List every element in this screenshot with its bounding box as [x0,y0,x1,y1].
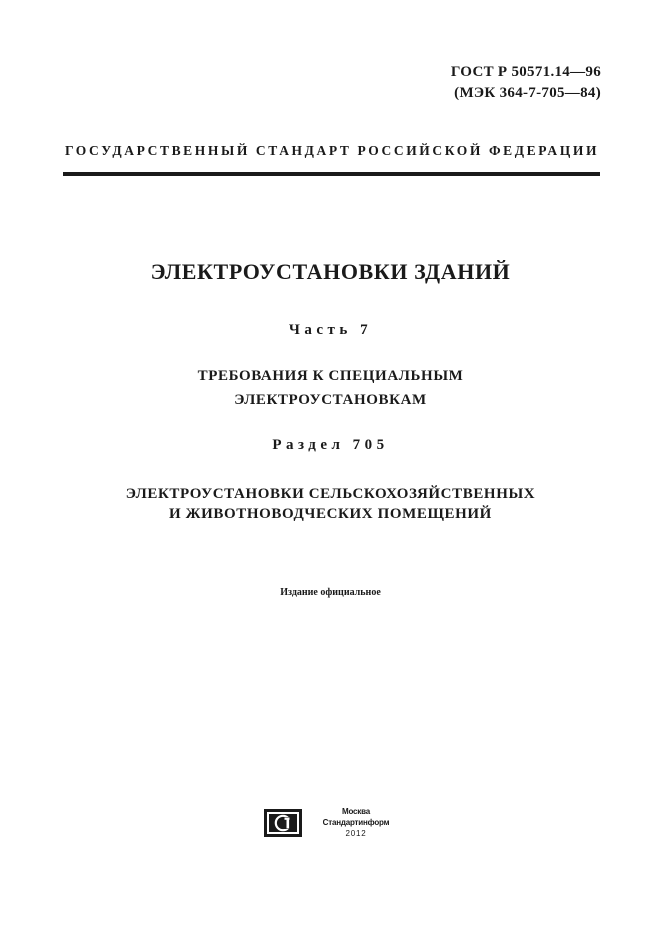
publisher-name: Стандартинформ [322,818,390,827]
part-title [0,364,661,412]
gost-code: ГОСТ Р 50571.14—96 [450,64,601,80]
publisher-city: Москва [342,807,370,816]
document-codes [451,62,601,104]
publisher-block [310,806,402,839]
heading-divider [63,172,600,176]
part-label: Часть 7 [288,322,373,338]
section-label: Раздел 705 [272,437,389,453]
iec-code: (МЭК 364-7-705—84) [454,85,601,101]
document-title: ЭЛЕКТРОУСТАНОВКИ ЗДАНИЙ [150,259,511,284]
section-title-line-2: И ЖИВОТНОВОДЧЕСКИХ ПОМЕЩЕНИЙ [169,506,492,522]
section-title-line-1: ЭЛЕКТРОУСТАНОВКИ СЕЛЬСКОХОЗЯЙСТВЕННЫХ [125,486,536,502]
standartinform-logo-icon [264,809,302,837]
part-title-line-2: ЭЛЕКТРОУСТАНОВКАМ [234,392,427,408]
part-title-line-1: ТРЕБОВАНИЯ К СПЕЦИАЛЬНЫМ [197,368,464,384]
edition-note: Издание официальное [280,587,381,598]
state-standard-heading: ГОСУДАРСТВЕННЫЙ СТАНДАРТ РОССИЙСКОЙ ФЕДЕРАЦИИ [64,143,600,158]
publication-year: 2012 [345,829,367,838]
section-title [0,484,661,524]
